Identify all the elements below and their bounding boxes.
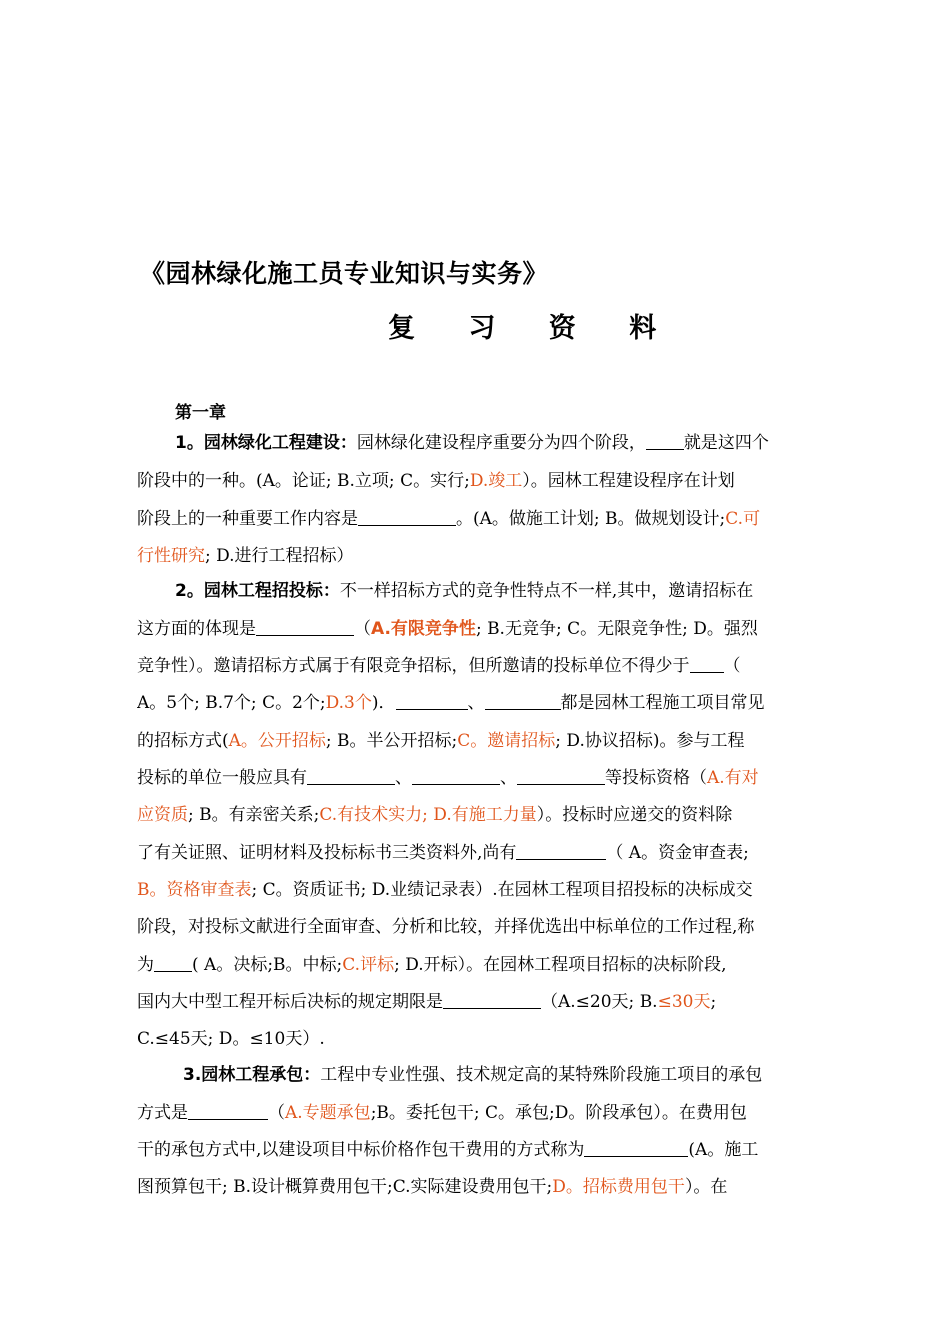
text-run: (A。施工: [688, 1140, 759, 1160]
paragraph-line: [137, 726, 845, 756]
text-run: 阶段上的一种重要工作内容是: [137, 509, 358, 529]
text-run: ; D.协议招标)。参与工程: [555, 731, 745, 751]
text-run: ; B.无竞争; C。无限竞争性; D。强烈: [475, 619, 758, 639]
text-run: 、: [467, 693, 485, 713]
answer-highlight: C.评标: [342, 955, 395, 975]
text-run: ; C。资质证书; D.业绩记录表）.在园林工程项目招投标的决标成交: [251, 880, 753, 900]
answer-highlight: C.可: [725, 509, 761, 529]
text-run: （: [354, 619, 371, 639]
text-run: （ A。资金审查表;: [606, 843, 749, 863]
text-run: ; D.开标）。在园林工程项目招标的决标阶段,: [394, 955, 727, 975]
paragraph-line: [137, 800, 845, 830]
answer-blank: [307, 766, 395, 785]
answer-highlight: D.3个: [325, 693, 372, 713]
text-run: （A.≤20天; B.: [541, 992, 658, 1012]
chapter-heading: 第一章: [175, 403, 226, 423]
answer-blank: [256, 617, 354, 636]
text-run: 这方面的体现是: [137, 619, 256, 639]
text-run: ( A。决标;B。中标;: [192, 955, 343, 975]
paragraph-line: [137, 763, 845, 793]
paragraph-line: [137, 1135, 845, 1165]
answer-highlight: 应资质: [137, 805, 188, 825]
text-run: 竞争性）。邀请招标方式属于有限竞争招标，但所邀请的投标单位不得少于: [137, 656, 690, 676]
text-run: ; B。半公开招标;: [325, 731, 458, 751]
document-subtitle: 复 习 资 料: [388, 313, 679, 344]
paragraph-line: [137, 875, 845, 905]
text-run: 就是这四个: [683, 433, 769, 453]
text-run: 干的承包方式中,以建设项目中标价格作包干费用的方式称为: [137, 1140, 585, 1160]
text-run: ）。在: [684, 1177, 728, 1197]
answer-blank: [188, 1101, 268, 1120]
paragraph-line: [137, 651, 845, 681]
answer-highlight: A.有限竞争性: [371, 619, 476, 639]
text-run: ）。投标时应递交的资料除: [536, 805, 733, 825]
paragraph-line: [137, 466, 845, 496]
answer-highlight: ≤30天: [657, 992, 711, 1012]
text-run: （: [723, 656, 741, 676]
answer-blank: [412, 766, 500, 785]
text-run: 投标的单位一般应具有: [137, 768, 307, 788]
text-run: C.≤45天; D。≤10天）.: [137, 1029, 325, 1049]
text-run: 阶段中的一种。(A。论证; B.立项; C。实行;: [137, 471, 470, 491]
paragraph-line: [137, 614, 845, 644]
document-title: 《园林绿化施工员专业知识与实务》: [140, 259, 549, 288]
answer-blank: [485, 691, 561, 710]
answer-highlight: 行性研究: [137, 546, 205, 566]
text-run: 等投标资格（: [605, 768, 707, 788]
text-run: ）。园林工程建设程序在计划: [522, 471, 735, 491]
answer-blank: [584, 1138, 688, 1157]
answer-highlight: D.竣工: [469, 471, 523, 491]
paragraph-line: [137, 1024, 845, 1054]
section-heading: 1。园林绿化工程建设：: [175, 433, 357, 453]
text-run: A。5个; B.7个; C。2个;: [137, 693, 326, 713]
text-run: 园林绿化建设程序重要分为四个阶段，: [356, 433, 646, 453]
text-run: 图预算包干; B.设计概算费用包干;C.实际建设费用包干;: [137, 1177, 553, 1197]
text-run: 。(A。做施工计划; B。做规划设计;: [456, 509, 726, 529]
section-heading: 2。园林工程招投标：: [175, 581, 340, 601]
answer-highlight: A.专题承包: [285, 1103, 371, 1123]
answer-blank: [646, 431, 684, 450]
paragraph-line: [175, 428, 845, 458]
text-run: ;: [710, 992, 717, 1012]
text-run: 了有关证照、证明材料及投标标书三类资料外,尚有: [137, 843, 517, 863]
text-run: 、: [500, 768, 517, 788]
paragraph-line: [137, 541, 845, 571]
text-run: )．: [371, 693, 396, 713]
answer-highlight: A。公开招标: [228, 731, 326, 751]
text-run: （: [268, 1103, 285, 1123]
answer-blank: [154, 953, 192, 972]
answer-highlight: D。招标费用包干: [552, 1177, 685, 1197]
answer-blank: [358, 507, 456, 526]
text-run: ; B。有亲密关系;: [188, 805, 320, 825]
answer-highlight: A.有对: [707, 768, 759, 788]
text-run: 的招标方式(: [137, 731, 229, 751]
text-run: 不一样招标方式的竞争性特点不一样,其中，邀请招标在: [339, 581, 754, 601]
text-run: ;B。委托包干; C。承包;D。阶段承包）。在费用包: [370, 1103, 747, 1123]
section-heading: 3.园林工程承包：: [183, 1065, 321, 1085]
text-run: 为: [137, 955, 154, 975]
text-run: 国内大中型工程开标后决标的规定期限是: [137, 992, 443, 1012]
answer-blank: [517, 766, 605, 785]
text-run: 工程中专业性强、技术规定高的某特殊阶段施工项目的承包: [320, 1065, 763, 1085]
paragraph-line: [175, 576, 845, 606]
answer-blank: [396, 691, 468, 710]
answer-highlight: C.有技术实力; D.有施工力量: [319, 805, 537, 825]
answer-blank: [690, 654, 724, 673]
paragraph-line: [137, 987, 845, 1017]
paragraph-line: [137, 838, 845, 868]
paragraph-line: [137, 1098, 845, 1128]
text-run: ; D.进行工程招标）: [205, 546, 354, 566]
paragraph-line: [137, 688, 845, 718]
answer-highlight: B。资格审查表: [137, 880, 252, 900]
paragraph-line: [183, 1060, 845, 1090]
paragraph-line: [137, 1172, 845, 1202]
answer-blank: [443, 990, 541, 1009]
text-run: 阶段，对投标文献进行全面审查、分析和比较，并择优选出中标单位的工作过程,称: [137, 917, 755, 937]
text-run: 都是园林工程施工项目常见: [560, 693, 765, 713]
answer-blank: [516, 841, 606, 860]
paragraph-line: [137, 950, 845, 980]
answer-highlight: C。邀请招标: [457, 731, 556, 751]
paragraph-line: [137, 504, 845, 534]
paragraph-line: [137, 912, 845, 942]
text-run: 方式是: [137, 1103, 188, 1123]
text-run: 、: [395, 768, 412, 788]
